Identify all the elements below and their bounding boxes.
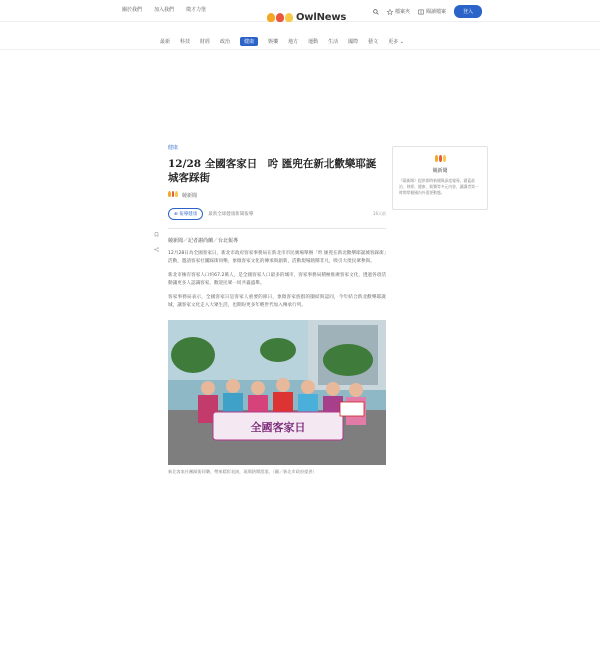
paragraph: 客家事務局表示，全國客家日是客家人重要的節日，象徵客家族群的團結與認同，今年結合新北歡樂耶誕城，讓客家文化走入大眾生活，也期盼更多年輕世代加入傳承行列。 bbox=[168, 295, 386, 308]
byline: 競新聞／記者謝尚蘭／台北報導 bbox=[168, 238, 239, 244]
category-nav bbox=[0, 34, 600, 50]
chevron-down-icon: ⌄ bbox=[399, 39, 404, 45]
folder-link[interactable]: 檔案夾 bbox=[387, 8, 410, 15]
share-icon[interactable] bbox=[154, 247, 159, 252]
top-links bbox=[122, 6, 206, 13]
author-card bbox=[392, 146, 488, 210]
nav-item[interactable]: 財經 bbox=[200, 39, 211, 45]
photo-caption: 新北客家社團踩街同樂，帶來精彩表演，現場熱鬧滾滾。（圖／新北市政府提供） bbox=[168, 469, 317, 474]
search-icon[interactable] bbox=[373, 9, 379, 15]
login-button[interactable]: 登入 bbox=[454, 5, 482, 18]
tag-note: 最新全球健康新聞報導 bbox=[208, 212, 254, 217]
logo-text: OwlNews bbox=[296, 12, 347, 23]
site-logo[interactable] bbox=[267, 12, 346, 23]
author-row bbox=[168, 191, 386, 199]
card-description: 《競新聞》提供即時新聞與深度報導，涵蓋政治、財經、健康、娛樂等多元內容，讓讀者第一時間掌握國內外重要動態。 bbox=[399, 178, 479, 195]
bookmark-icon[interactable] bbox=[154, 232, 159, 237]
link-careers[interactable]: 徵才力堡 bbox=[186, 7, 207, 13]
share-rail bbox=[154, 232, 159, 252]
paragraph: 新北市擁有客家人口約67.2萬人，是全國客家人口最多的城市，客家事務局積極推廣客家文化，透過各項活動讓更多人認識客家，歡迎民眾一同共襄盛舉。 bbox=[168, 273, 386, 286]
author-logo-icon bbox=[434, 155, 446, 164]
publish-time: 16天前 bbox=[372, 211, 386, 216]
book-icon bbox=[418, 9, 424, 15]
owl-logo-icon bbox=[267, 13, 293, 22]
category-label[interactable]: 健康 bbox=[168, 145, 179, 151]
tag-row bbox=[168, 208, 386, 220]
author-name[interactable]: 競新聞 bbox=[182, 192, 198, 199]
nav-item[interactable]: 生活 bbox=[328, 39, 339, 45]
nav-item-more[interactable]: 更多 ⌄ bbox=[388, 39, 404, 45]
nav-item[interactable]: 運動 bbox=[308, 39, 319, 45]
nav-item[interactable]: 娛樂 bbox=[268, 39, 279, 45]
link-join[interactable]: 加入我們 bbox=[154, 7, 175, 13]
topic-tag[interactable]: ⊕ 報導健康 bbox=[168, 208, 203, 220]
article bbox=[168, 144, 386, 475]
nav-item[interactable]: 最新 bbox=[160, 39, 171, 45]
nav-item-active[interactable]: 健康 bbox=[240, 37, 258, 46]
card-author-name[interactable]: 競新聞 bbox=[432, 168, 448, 174]
event-photo-illustration bbox=[168, 320, 386, 465]
star-icon bbox=[387, 9, 393, 15]
article-photo[interactable] bbox=[168, 320, 386, 465]
article-title: 12/28 全國客家日 𠯋 匯兜在新北歡樂耶誕城客踩街 bbox=[168, 158, 377, 184]
author-logo-icon bbox=[168, 191, 178, 199]
nav-item[interactable]: 藝文 bbox=[368, 39, 379, 45]
nav-item[interactable]: 政治 bbox=[220, 39, 231, 45]
nav-item[interactable]: 科技 bbox=[180, 39, 191, 45]
reading-link[interactable]: 閱讀檔案 bbox=[418, 8, 446, 15]
banner-text: 全國客家日 bbox=[250, 421, 306, 434]
nav-item[interactable]: 國際 bbox=[348, 39, 359, 45]
top-right-actions bbox=[373, 5, 482, 18]
link-about[interactable]: 關於我們 bbox=[122, 7, 143, 13]
paragraph: 12月28日為全國客家日，新北市政府客家事務局在新北市市民廣場舉辦「𠯋 匯兜在新北歡樂耶誕城客踩街」活動，邀請客家社團踩街同樂，象徵客家文化的傳承與創新，活動現場熱鬧非凡，吸引大批民眾參與。 bbox=[168, 251, 386, 264]
divider bbox=[168, 228, 386, 229]
nav-item[interactable]: 地方 bbox=[288, 39, 299, 45]
tag-icon: ⊕ bbox=[174, 212, 178, 217]
